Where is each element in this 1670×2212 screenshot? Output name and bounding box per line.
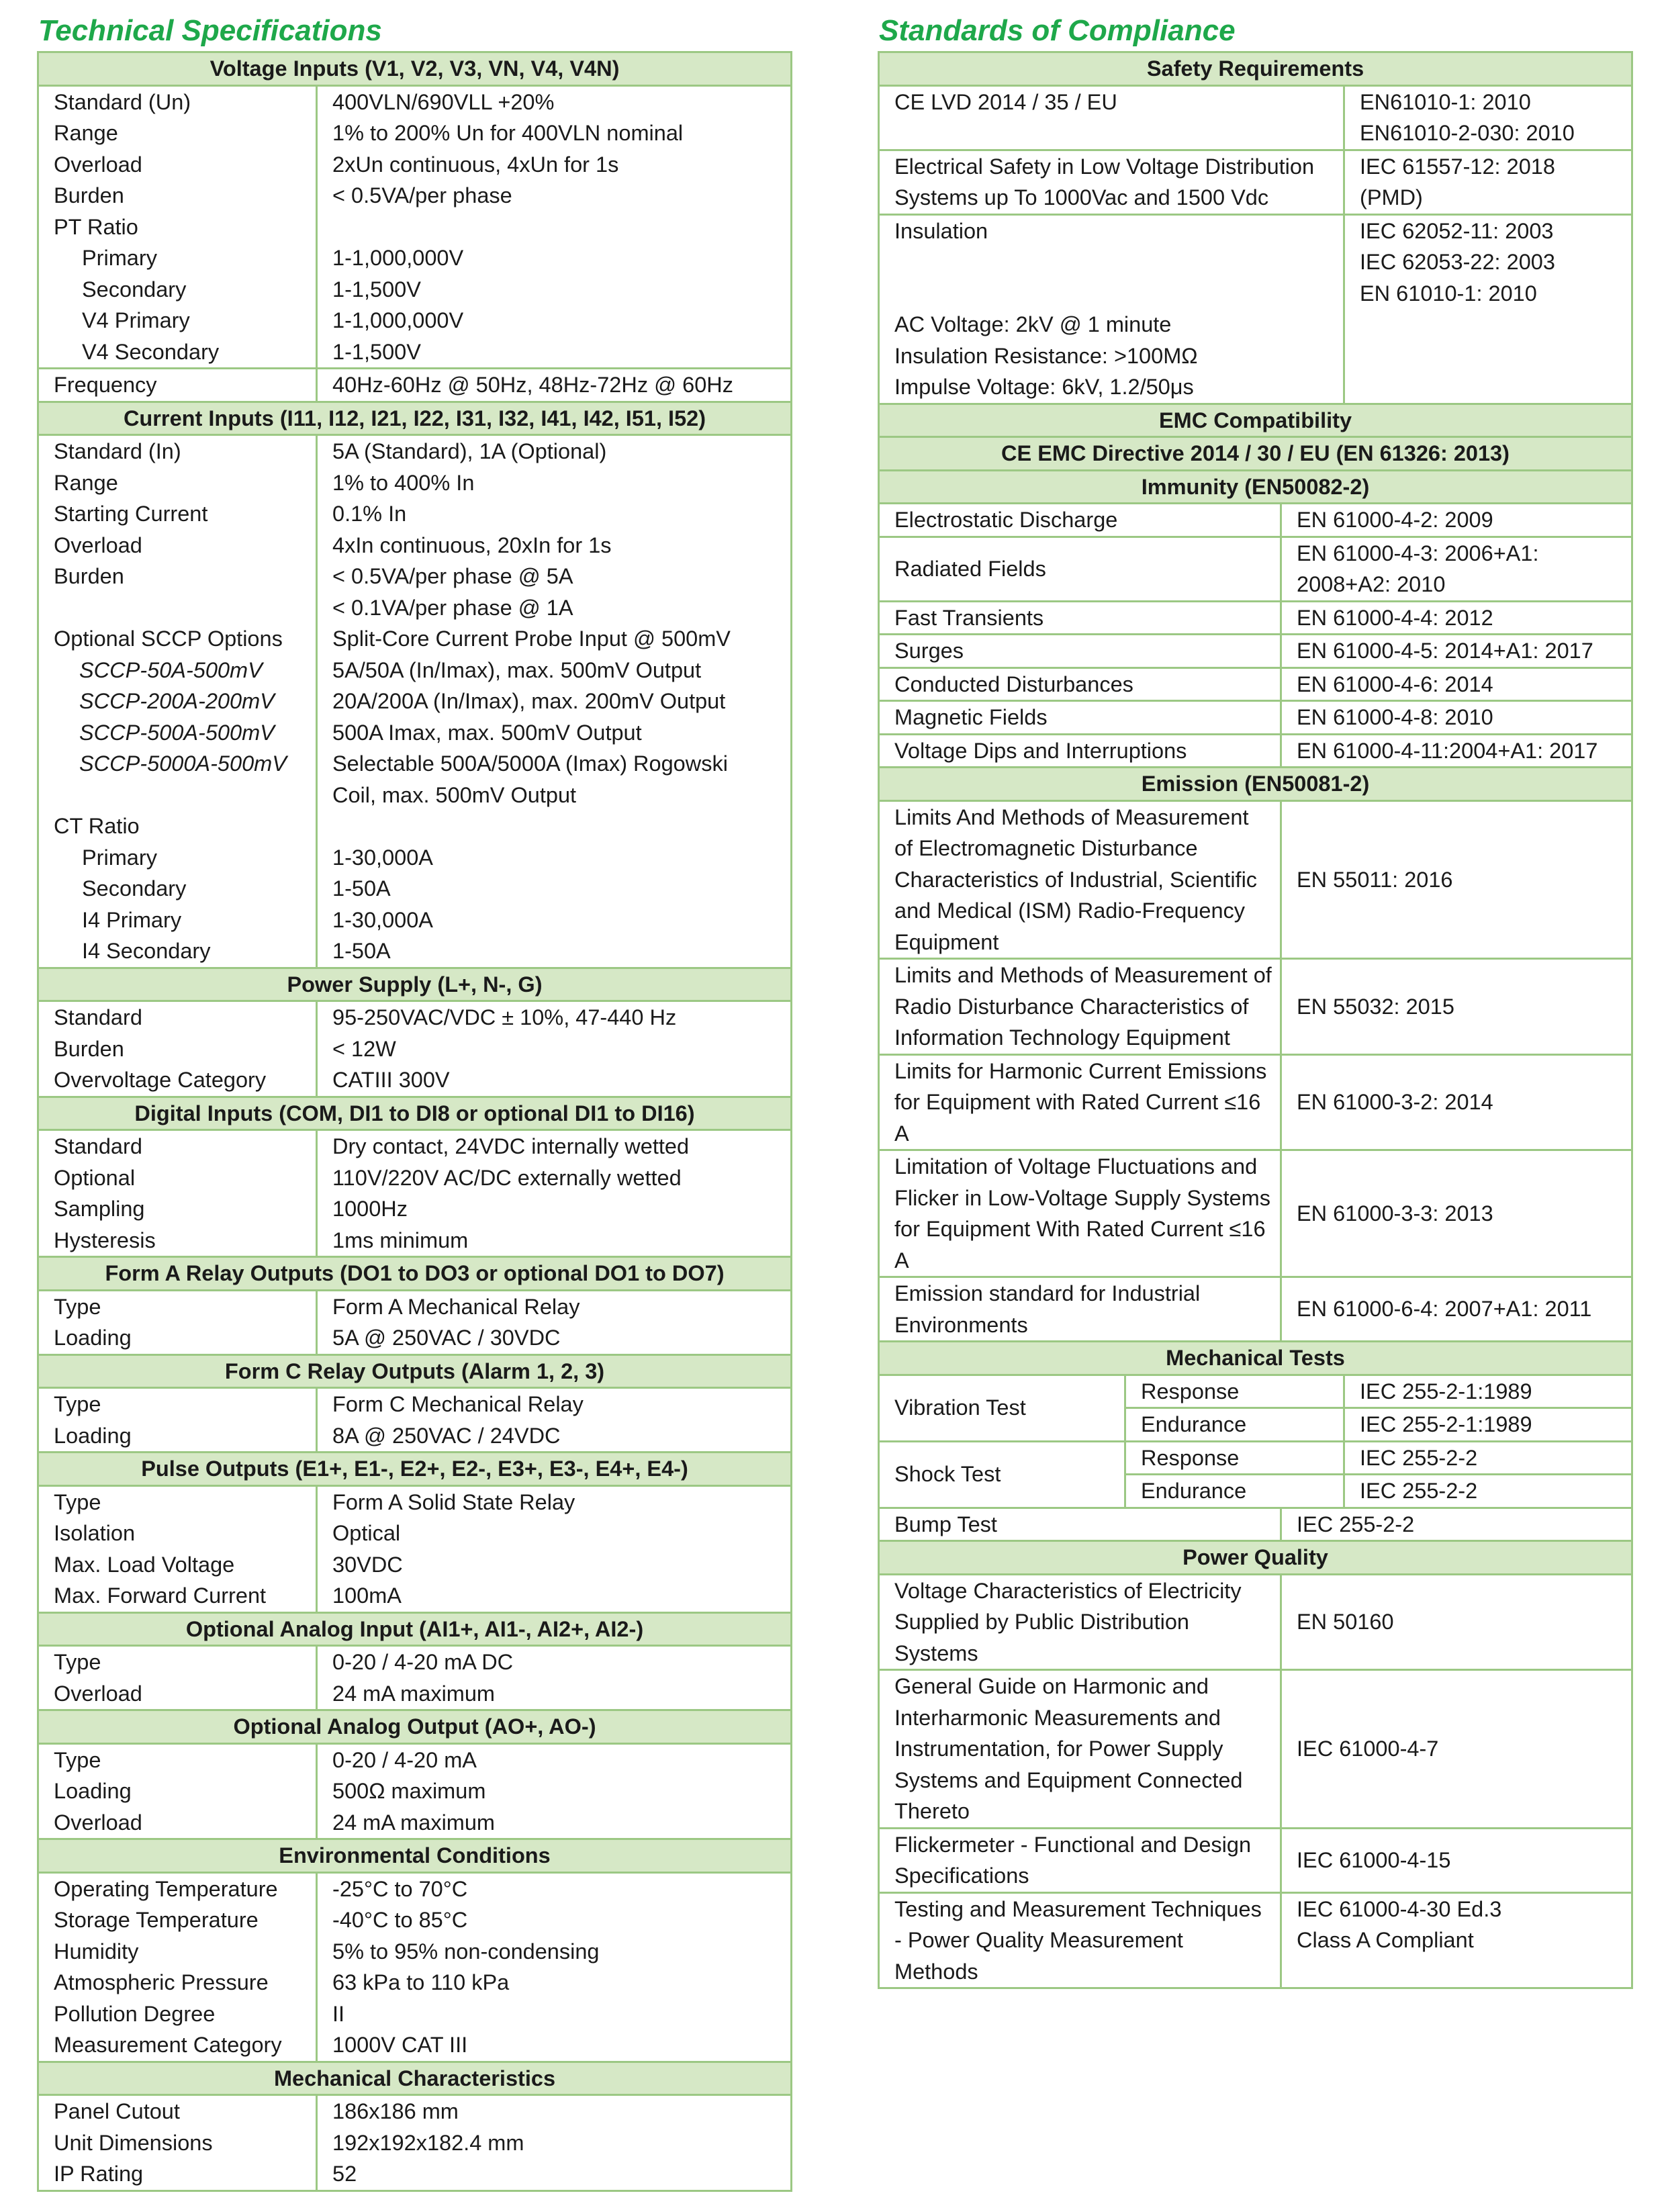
spec-row [38,435,792,467]
spec-value: 24 mA maximum [332,1810,496,1835]
emission-label: Limits And Methods of Measurement of Electromagnetic Disturbance Characteristics of Industrial, Scientific and Medical (ISM) Radio-Frequency Equipment [879,800,1281,959]
spec-label: SCCP-50A-500mV [38,655,317,686]
immunity-standard: EN 61000-4-4: 2012 [1281,601,1632,635]
line: Impulse Voltage: 6kV, 1.2/50μs [894,375,1194,399]
emission-standard: EN 61000-6-4: 2007+A1: 2011 [1281,1277,1632,1342]
spec-row [38,212,792,243]
power-quality-label: General Guide on Harmonic and Interharmonic Measurements and Instrumentation, for Power Supply Systems and Equipment Connected Thereto [879,1670,1281,1829]
spec-row [38,1420,792,1453]
power-quality-standard: EN 50160 [1281,1574,1632,1670]
spec-value: -40°C to 85°C [332,1908,468,1932]
spec-label: Standard (Un) [38,85,317,118]
spec-value: 52 [332,2162,357,2186]
section-header-row [38,402,792,435]
spec-value: 1000Hz [332,1197,408,1221]
section-header-row [38,1710,792,1744]
emission-row [879,1054,1632,1150]
spec-label: SCCP-5000A-500mV [38,748,317,780]
emc-header: EMC Compatibility [879,404,1632,437]
immunity-label: Voltage Dips and Interruptions [879,734,1281,768]
spec-label [38,592,317,624]
spec-value [317,212,792,243]
section-header-row [38,52,792,86]
safety-label: CE LVD 2014 / 35 / EU [879,85,1344,150]
spec-label: Optional [38,1162,317,1194]
spec-label: Optional SCCP Options [38,623,317,655]
section-header: Form C Relay Outputs (Alarm 1, 2, 3) [38,1354,792,1388]
spec-value: II [332,2001,345,2026]
spec-row [38,1162,792,1194]
spec-row [38,1936,792,1968]
bump-test-row [879,1508,1632,1541]
section-header: Mechanical Characteristics [38,2062,792,2095]
spec-row [38,2095,792,2127]
section-header: Form A Relay Outputs (DO1 to DO3 or optional DO1 to DO7) [38,1257,792,1291]
spec-value [317,811,792,842]
spec-label [38,780,317,811]
insulation-standards [1344,214,1632,404]
spec-row [38,336,792,369]
spec-row [38,1776,792,1807]
emission-label: Emission standard for Industrial Environments [879,1277,1281,1342]
spec-row [38,1388,792,1420]
spec-row [38,2127,792,2159]
line: EN61010-2-030: 2010 [1360,121,1575,145]
spec-value: 0-20 / 4-20 mA [332,1747,477,1772]
immunity-standard: EN 61000-4-11:2004+A1: 2017 [1281,734,1632,768]
power-quality-standard: IEC 61000-4-15 [1281,1828,1632,1892]
spec-label: Overload [38,1807,317,1839]
spec-label: Range [38,118,317,149]
spec-value: Optical [332,1521,401,1545]
immunity-row [879,504,1632,537]
immunity-standard: EN 61000-4-2: 2009 [1281,504,1632,537]
spec-label: SCCP-500A-500mV [38,717,317,749]
endurance-standard: IEC 255-2-1:1989 [1344,1408,1632,1442]
spec-value: Form A Solid State Relay [332,1489,575,1514]
emission-standard: EN 61000-3-2: 2014 [1281,1054,1632,1150]
safety-header: Safety Requirements [879,52,1632,86]
response-label: Response [1125,1441,1344,1475]
immunity-row [879,537,1632,601]
spec-row [38,1290,792,1322]
spec-value: 95-250VAC/VDC ± 10%, 47-440 Hz [332,1005,677,1029]
endurance-standard: IEC 255-2-2 [1344,1475,1632,1508]
endurance-label: Endurance [1125,1408,1344,1442]
section-header: Digital Inputs (COM, DI1 to DI8 or optional DI1 to DI16) [38,1097,792,1130]
spec-label: V4 Primary [38,305,317,336]
emc-directive-header: CE EMC Directive 2014 / 30 / EU (EN 61326: 2013) [879,437,1632,471]
spec-row [38,623,792,655]
spec-value: Form C Mechanical Relay [332,1392,584,1416]
spec-label: Starting Current [38,498,317,530]
spec-row [38,1872,792,1904]
spec-row [38,498,792,530]
bump-test-label: Bump Test [879,1508,1281,1541]
section-header-row [38,1097,792,1130]
emission-standard: EN 55011: 2016 [1281,800,1632,959]
immunity-row [879,635,1632,668]
spec-value: 5A @ 250VAC / 30VDC [332,1326,561,1350]
spec-value: 8A @ 250VAC / 24VDC [332,1423,561,1448]
spec-row [38,1998,792,2030]
spec-value: Dry contact, 24VDC internally wetted [332,1134,690,1158]
spec-label: Burden [38,561,317,592]
line: IEC 62052-11: 2003 [1360,218,1554,243]
spec-label: Type [38,1388,317,1420]
spec-value: 0-20 / 4-20 mA DC [332,1650,514,1674]
spec-label: Standard (In) [38,435,317,467]
immunity-row [879,601,1632,635]
section-header-row [38,1612,792,1646]
power-quality-label: Testing and Measurement Techniques - Power Quality Measurement Methods [879,1892,1281,1988]
power-quality-label: Voltage Characteristics of Electricity Supplied by Public Distribution Systems [879,1574,1281,1670]
standards-of-compliance-column [878,11,1633,1989]
emission-header: Emission (EN50081-2) [879,768,1632,801]
spec-label: I4 Secondary [38,935,317,968]
spec-row [38,717,792,749]
spec-value: 4xIn continuous, 20xIn for 1s [332,533,612,557]
spec-value: 100mA [332,1583,402,1608]
spec-row [38,873,792,905]
technical-specifications-title: Technical Specifications [38,14,382,47]
spec-label: Standard [38,1130,317,1162]
safety-standard [1344,85,1632,150]
spec-label: V4 Secondary [38,336,317,369]
immunity-label: Fast Transients [879,601,1281,635]
spec-label: Operating Temperature [38,1872,317,1904]
spec-value: 1000V CAT III [332,2033,468,2057]
spec-row [38,1518,792,1549]
spec-value: CATIII 300V [332,1068,450,1092]
spec-value: 110V/220V AC/DC externally wetted [332,1165,682,1190]
safety-label: Electrical Safety in Low Voltage Distribution Systems up To 1000Vac and 1500 Vdc [879,150,1344,214]
spec-row [38,85,792,118]
technical-specifications-table [37,51,792,2192]
spec-label: Burden [38,180,317,212]
emission-row [879,800,1632,959]
spec-row [38,561,792,592]
spec-label: Max. Forward Current [38,1580,317,1612]
section-header: Environmental Conditions [38,1839,792,1873]
section-header: Optional Analog Input (AI1+, AI1-, AI2+, AI2-) [38,1612,792,1646]
spec-value: < 0.5VA/per phase [332,183,512,208]
spec-value: Selectable 500A/5000A (Imax) Rogowski [332,751,728,776]
spec-row [38,1001,792,1033]
spec-label: I4 Primary [38,905,317,936]
spec-row [38,655,792,686]
spec-row [38,1549,792,1581]
spec-value: 2xUn continuous, 4xUn for 1s [332,152,619,177]
response-label: Response [1125,1375,1344,1408]
spec-row [38,1064,792,1097]
spec-row [38,274,792,306]
spec-label: Burden [38,1033,317,1065]
mechanical-tests-header: Mechanical Tests [879,1342,1632,1375]
shock-test-row [879,1441,1632,1475]
power-quality-header-row [879,1541,1632,1575]
spec-label: Type [38,1646,317,1678]
spec-row [38,1580,792,1612]
spec-row [38,780,792,811]
emission-row [879,959,1632,1055]
spec-label: Atmospheric Pressure [38,1967,317,1998]
immunity-label: Electrostatic Discharge [879,504,1281,537]
insulation-title: Insulation [894,218,988,243]
power-quality-header: Power Quality [879,1541,1632,1575]
spec-label: Type [38,1743,317,1776]
spec-row [38,242,792,274]
spec-row [38,1193,792,1225]
spec-row [38,1322,792,1354]
spec-row [38,1904,792,1936]
emission-standard: EN 55032: 2015 [1281,959,1632,1055]
spec-row [38,149,792,181]
spec-value: < 0.1VA/per phase @ 1A [332,595,573,620]
spec-label: Primary [38,842,317,874]
technical-specifications-column [37,11,792,2192]
spec-value: 5% to 95% non-condensing [332,1939,600,1964]
emc-directive-header-row [879,437,1632,471]
spec-value: 192x192x182.4 mm [332,2130,524,2155]
line: IEC 61557-12: 2018 (PMD) [1360,154,1555,210]
spec-row [38,1678,792,1710]
section-header-row [38,968,792,1001]
immunity-row [879,667,1632,701]
spec-row [38,1130,792,1162]
immunity-label: Radiated Fields [879,537,1281,601]
spec-label: Isolation [38,1518,317,1549]
power-quality-label: Flickermeter - Functional and Design Specifications [879,1828,1281,1892]
spec-value: 1-1,000,000V [332,246,464,270]
line: EN61010-1: 2010 [1360,89,1531,114]
spec-value: 1-30,000A [332,907,433,932]
spec-value: 186x186 mm [332,2099,459,2123]
emission-standard: EN 61000-3-3: 2013 [1281,1150,1632,1277]
spec-value: 500Ω maximum [332,1779,486,1803]
spec-label: Range [38,467,317,499]
spec-value: 400VLN/690VLL +20% [332,89,555,114]
spec-row [38,592,792,624]
immunity-label: Surges [879,635,1281,668]
spec-label: Humidity [38,1936,317,1968]
immunity-standard: EN 61000-4-8: 2010 [1281,701,1632,735]
spec-row [38,748,792,780]
insulation-label [879,214,1344,404]
spec-row [38,1967,792,1998]
section-header: Pulse Outputs (E1+, E1-, E2+, E2-, E3+, E3-, E4+, E4-) [38,1453,792,1486]
power-quality-row [879,1828,1632,1892]
spec-value: Form A Mechanical Relay [332,1294,580,1319]
power-quality-row [879,1574,1632,1670]
spec-label: Loading [38,1776,317,1807]
line: IEC 62053-22: 2003 [1360,250,1555,274]
safety-standard [1344,150,1632,214]
spec-value: Split-Core Current Probe Input @ 500mV [332,627,731,651]
spec-value: 63 kPa to 110 kPa [332,1970,510,1994]
spec-value: 0.1% In [332,502,407,526]
spec-row [38,1485,792,1518]
spec-value: 1-50A [332,876,391,901]
emission-label: Limits and Methods of Measurement of Radio Disturbance Characteristics of Information Technology Equipment [879,959,1281,1055]
spec-label: PT Ratio [38,212,317,243]
spec-label: Unit Dimensions [38,2127,317,2159]
spec-value: 20A/200A (In/Imax), max. 200mV Output [332,689,726,713]
spec-row [38,1646,792,1678]
mechanical-tests-header-row [879,1342,1632,1375]
line: AC Voltage: 2kV @ 1 minute [894,312,1172,336]
response-standard: IEC 255-2-2 [1344,1441,1632,1475]
immunity-row [879,734,1632,768]
spec-label: SCCP-200A-200mV [38,686,317,717]
spec-value: -25°C to 70°C [332,1876,468,1901]
spec-label: Overload [38,1678,317,1710]
spec-label: Type [38,1290,317,1322]
spec-value: 1% to 400% In [332,470,475,495]
spec-label: Overload [38,149,317,181]
spec-row [38,369,792,402]
spec-row [38,935,792,968]
emission-row [879,1277,1632,1342]
spec-value: Coil, max. 500mV Output [332,782,577,807]
spec-label: IP Rating [38,2158,317,2191]
power-quality-row [879,1670,1632,1829]
immunity-label: Magnetic Fields [879,701,1281,735]
standards-of-compliance-table [878,51,1633,1989]
spec-value: 500A Imax, max. 500mV Output [332,720,642,745]
bump-test-standard: IEC 255-2-2 [1281,1508,1632,1541]
spec-row [38,905,792,936]
section-header: Optional Analog Output (AO+, AO-) [38,1710,792,1744]
immunity-row [879,701,1632,735]
standards-of-compliance-title: Standards of Compliance [879,14,1236,47]
immunity-standard: EN 61000-4-5: 2014+A1: 2017 [1281,635,1632,668]
spec-label: Standard [38,1001,317,1033]
spec-label: Max. Load Voltage [38,1549,317,1581]
spec-label: CT Ratio [38,811,317,842]
section-header-row [38,1839,792,1873]
section-header: Voltage Inputs (V1, V2, V3, VN, V4, V4N) [38,52,792,86]
emission-header-row [879,768,1632,801]
spec-value: 24 mA maximum [332,1681,496,1706]
safety-header-row [879,52,1632,86]
safety-row [879,150,1632,214]
spec-value: 1-1,500V [332,339,421,364]
section-header-row [38,2062,792,2095]
spec-label: Overvoltage Category [38,1064,317,1097]
spec-label: Sampling [38,1193,317,1225]
spec-value: 30VDC [332,1552,403,1577]
immunity-standard: EN 61000-4-3: 2006+A1: 2008+A2: 2010 [1281,537,1632,601]
vibration-test-label: Vibration Test [879,1375,1125,1441]
section-header-row [38,1354,792,1388]
spec-row [38,1033,792,1065]
spec-row [38,2158,792,2191]
insulation-row [879,214,1632,404]
spec-row [38,467,792,499]
spec-value: 1ms minimum [332,1228,469,1252]
spec-label: Overload [38,530,317,561]
spec-value: < 12W [332,1036,396,1061]
power-quality-standard: IEC 61000-4-7 [1281,1670,1632,1829]
spec-row [38,842,792,874]
power-quality-row [879,1892,1632,1988]
spec-label: Hysteresis [38,1225,317,1257]
spec-label: Secondary [38,873,317,905]
spec-label: Panel Cutout [38,2095,317,2127]
spec-label: Type [38,1485,317,1518]
spec-row [38,305,792,336]
spec-value: 5A/50A (In/Imax), max. 500mV Output [332,657,702,682]
spec-row [38,1743,792,1776]
immunity-header: Immunity (EN50082-2) [879,470,1632,504]
spec-row [38,2029,792,2062]
spec-row [38,180,792,212]
line: Insulation Resistance: >100MΩ [894,343,1198,368]
emission-row [879,1150,1632,1277]
spec-label: Frequency [38,369,317,402]
response-standard: IEC 255-2-1:1989 [1344,1375,1632,1408]
spec-value: 1% to 200% Un for 400VLN nominal [332,121,684,145]
line: EN 61010-1: 2010 [1360,281,1537,306]
section-header: Power Supply (L+, N-, G) [38,968,792,1001]
power-quality-standard: IEC 61000-4-30 Ed.3 Class A Compliant [1281,1892,1632,1988]
emission-label: Limits for Harmonic Current Emissions for Equipment with Rated Current ≤16 A [879,1054,1281,1150]
endurance-label: Endurance [1125,1475,1344,1508]
spec-value: 1-1,500V [332,277,421,302]
spec-value: 1-30,000A [332,845,433,870]
spec-label: Pollution Degree [38,1998,317,2030]
section-header: Current Inputs (I11, I12, I21, I22, I31, I32, I41, I42, I51, I52) [38,402,792,435]
spec-row [38,530,792,561]
section-header-row [38,1257,792,1291]
spec-row [38,118,792,149]
spec-row [38,1807,792,1839]
spec-label: Loading [38,1322,317,1354]
spec-value: 1-1,000,000V [332,308,464,332]
spec-value: 1-50A [332,939,391,963]
spec-value: < 0.5VA/per phase @ 5A [332,564,573,588]
safety-row [879,85,1632,150]
section-header-row [38,1453,792,1486]
spec-label: Primary [38,242,317,274]
spec-value: 40Hz-60Hz @ 50Hz, 48Hz-72Hz @ 60Hz [317,369,792,402]
spec-value: 5A (Standard), 1A (Optional) [332,439,607,463]
spec-row [38,686,792,717]
emc-header-row [879,404,1632,437]
spec-row [38,1225,792,1257]
immunity-standard: EN 61000-4-6: 2014 [1281,667,1632,701]
vibration-test-row [879,1375,1632,1408]
spec-label: Storage Temperature [38,1904,317,1936]
immunity-label: Conducted Disturbances [879,667,1281,701]
emission-label: Limitation of Voltage Fluctuations and Flicker in Low-Voltage Supply Systems for Equipment With Rated Current ≤16 A [879,1150,1281,1277]
spec-label: Measurement Category [38,2029,317,2062]
spec-label: Secondary [38,274,317,306]
spec-row [38,811,792,842]
spec-label: Loading [38,1420,317,1453]
shock-test-label: Shock Test [879,1441,1125,1508]
immunity-header-row [879,470,1632,504]
